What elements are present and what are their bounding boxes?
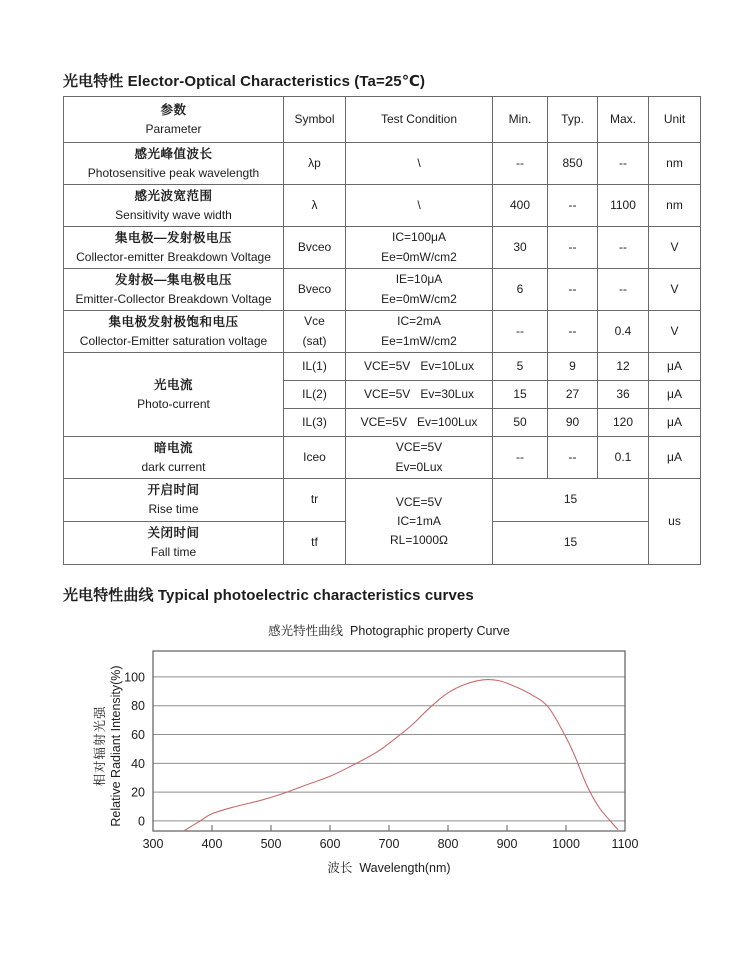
symbol-cell: IL(1) [284, 353, 346, 381]
typ-cell: 9 [548, 353, 598, 381]
symbol-cell: λ [284, 185, 346, 227]
value-cell: 15 [493, 479, 649, 522]
y-tick-label: 100 [124, 670, 145, 685]
row-dark-current [64, 437, 701, 479]
unit-cell: μA [649, 409, 701, 437]
x-tick-label: 300 [142, 837, 164, 851]
param-cell: 感光波宽范围 Sensitivity wave width [64, 185, 284, 227]
test-cell: IC=100μA Ee=0mW/cm2 [346, 227, 493, 269]
y-tick-label: 0 [138, 814, 145, 829]
param-cell: 集电极—发射极电压 Collector-emitter Breakdown Voltage [64, 227, 284, 269]
chart-xlabel: 波长 Wavelength(nm) [327, 861, 451, 875]
unit-cell: μA [649, 437, 701, 479]
unit-cell: nm [649, 185, 701, 227]
max-cell: 36 [598, 381, 649, 409]
min-cell: 50 [493, 409, 548, 437]
row-bveco [64, 269, 701, 311]
y-tick-label: 80 [131, 699, 145, 714]
typ-cell: 850 [548, 143, 598, 185]
param-cell: 集电极发射极饱和电压 Collector-Emitter saturation voltage [64, 311, 284, 353]
spectral-response-curve [184, 680, 618, 831]
symbol-cell: IL(2) [284, 381, 346, 409]
x-tick-label: 800 [437, 837, 459, 851]
section-title-curves: 光电特性曲线 Typical photoelectric characteristics curves [63, 587, 474, 604]
plot-border [153, 651, 625, 831]
typ-cell: 27 [548, 381, 598, 409]
header-parameter: 参数 Parameter [64, 97, 284, 143]
x-tick-label: 400 [201, 837, 223, 851]
param-cell: 暗电流 dark current [64, 437, 284, 479]
unit-cell: V [649, 269, 701, 311]
y-tick-label: 60 [131, 728, 145, 743]
test-cell: \ [346, 185, 493, 227]
typ-cell: -- [548, 437, 598, 479]
param-cell: 关闭时间 Fall time [64, 522, 284, 565]
test-cell: IE=10μA Ee=0mW/cm2 [346, 269, 493, 311]
x-tick-label: 900 [496, 837, 518, 851]
chart-ylabel-en: Relative Radiant Intensity(%) [109, 665, 123, 827]
symbol-cell: Vce (sat) [284, 311, 346, 353]
value-cell: 15 [493, 522, 649, 565]
test-cell: VCE=5V Ev=0Lux [346, 437, 493, 479]
min-cell: 15 [493, 381, 548, 409]
test-cell: VCE=5V Ev=10Lux [346, 353, 493, 381]
unit-cell: nm [649, 143, 701, 185]
symbol-cell: tf [284, 522, 346, 565]
symbol-cell: IL(3) [284, 409, 346, 437]
x-tick-label: 1100 [611, 837, 639, 851]
row-vce-sat [64, 311, 701, 353]
test-cell-timing: VCE=5V IC=1mA RL=1000Ω [346, 479, 493, 565]
typ-cell: -- [548, 269, 598, 311]
symbol-cell: tr [284, 479, 346, 522]
typ-cell: 90 [548, 409, 598, 437]
max-cell: 0.4 [598, 311, 649, 353]
max-cell: 120 [598, 409, 649, 437]
max-cell: 1100 [598, 185, 649, 227]
test-cell: VCE=5V Ev=100Lux [346, 409, 493, 437]
row-rise-time [64, 479, 701, 522]
x-tick-label: 1000 [552, 837, 580, 851]
test-cell: IC=2mA Ee=1mW/cm2 [346, 311, 493, 353]
min-cell: 6 [493, 269, 548, 311]
param-cell: 发射极—集电极电压 Emitter-Collector Breakdown Voltage [64, 269, 284, 311]
chart-ylabel-zh: 相对辐射光强 [93, 705, 107, 787]
header-min: Min. [493, 97, 548, 143]
max-cell: -- [598, 143, 649, 185]
min-cell: 30 [493, 227, 548, 269]
y-tick-label: 20 [131, 785, 145, 800]
param-cell-photo-current: 光电流 Photo-current [64, 353, 284, 437]
unit-cell: V [649, 227, 701, 269]
unit-cell: us [649, 479, 701, 565]
param-cell: 感光峰值波长 Photosensitive peak wavelength [64, 143, 284, 185]
min-cell: 5 [493, 353, 548, 381]
min-cell: 400 [493, 185, 548, 227]
x-tick-label: 600 [319, 837, 341, 851]
header-symbol: Symbol [284, 97, 346, 143]
y-tick-label: 40 [131, 756, 145, 771]
section-title-electro-optical: 光电特性 Elector-Optical Characteristics (Ta=25℃) [63, 73, 426, 90]
symbol-cell: Bveco [284, 269, 346, 311]
chart-title: 感光特性曲线 Photographic property Curve [268, 624, 510, 638]
min-cell: -- [493, 143, 548, 185]
unit-cell: V [649, 311, 701, 353]
electro-optical-characteristics-table [63, 96, 701, 565]
min-cell: -- [493, 437, 548, 479]
max-cell: -- [598, 269, 649, 311]
x-tick-label: 500 [260, 837, 282, 851]
typ-cell: -- [548, 311, 598, 353]
photocurve-svg [90, 646, 650, 861]
symbol-cell: λp [284, 143, 346, 185]
typ-cell: -- [548, 227, 598, 269]
min-cell: -- [493, 311, 548, 353]
row-photo-current-il1 [64, 353, 701, 381]
unit-cell: μA [649, 381, 701, 409]
header-unit: Unit [649, 97, 701, 143]
max-cell: 0.1 [598, 437, 649, 479]
max-cell: -- [598, 227, 649, 269]
header-max: Max. [598, 97, 649, 143]
table-header-row [64, 97, 701, 143]
typ-cell: -- [548, 185, 598, 227]
header-typ: Typ. [548, 97, 598, 143]
row-bvceo [64, 227, 701, 269]
symbol-cell: Iceo [284, 437, 346, 479]
param-cell: 开启时间 Rise time [64, 479, 284, 522]
max-cell: 12 [598, 353, 649, 381]
header-test-condition: Test Condition [346, 97, 493, 143]
test-cell: \ [346, 143, 493, 185]
row-peak-wavelength [64, 143, 701, 185]
test-cell: VCE=5V Ev=30Lux [346, 381, 493, 409]
unit-cell: μA [649, 353, 701, 381]
symbol-cell: Bvceo [284, 227, 346, 269]
x-tick-label: 700 [378, 837, 400, 851]
row-wave-width [64, 185, 701, 227]
